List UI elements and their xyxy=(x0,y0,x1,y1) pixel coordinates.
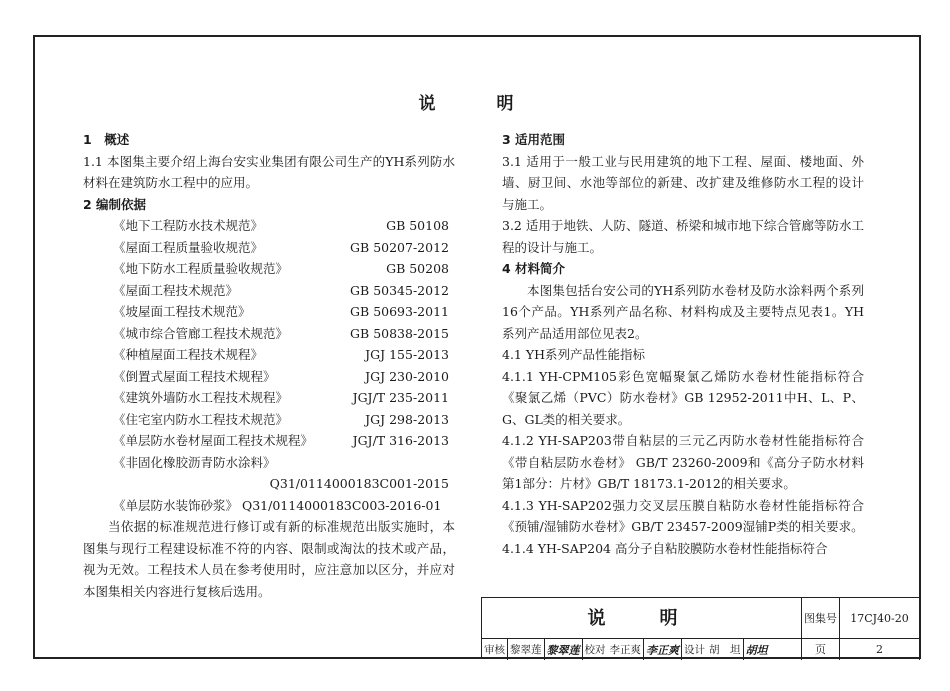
section-4-1-3-text: 4.1.3 YH-SAP202强力交叉层压膜自粘防水卷材性能指标符合《预铺/湿铺防水卷材》GB/T 23457-2009湿铺P类的相关要求。 xyxy=(502,497,864,534)
standard-item: 《屋面工程质量验收规范》 GB 50207-2012 xyxy=(113,239,449,255)
designer-name: 胡 坦 xyxy=(709,644,741,656)
standard-item: 《地下工程防水技术规范》 GB 50108 xyxy=(113,218,449,233)
atlas-number-label: 图集号 xyxy=(802,598,840,639)
signature-row xyxy=(482,639,802,660)
standard-asphalt-code: Q31/0114000183C001-2015 xyxy=(269,476,449,491)
reviewer-signature: 黎翠莲 xyxy=(546,643,580,657)
standard-item: 《屋面工程技术规范》 GB 50345-2012 xyxy=(113,282,449,298)
reviewer-name: 黎翠莲 xyxy=(510,644,542,656)
standard-item: 《建筑外墙防水工程技术规程》 JGJ/T 235-2011 xyxy=(113,390,449,405)
review-label: 审核 xyxy=(484,644,505,656)
atlas-number: 17CJ40-20 xyxy=(840,598,920,639)
standard-item: 《单层防水卷材屋面工程技术规程》 JGJ/T 316-2013 xyxy=(113,433,449,448)
section-3-1-text: 3.1 适用于一般工业与民用建筑的地下工程、屋面、楼地面、外墙、厨卫间、水池等部位的新建、改扩建及维修防水工程的设计与施工。 xyxy=(502,153,864,212)
standard-item: 《城市综合管廊工程技术规范》 GB 50838-2015 xyxy=(113,325,449,341)
section-4-1-2-text: 4.1.2 YH-SAP203带自粘层的三元乙丙防水卷材性能指标符合《带自粘层防水卷材》 GB/T 23260-2009和《高分子防水材料 第1部分：片材》GB/T 18173.1-2012的相关要求。 xyxy=(502,433,864,491)
standard-mortar: 《单层防水装饰砂浆》 Q31/0114000183C003-2016-01 xyxy=(113,497,442,513)
standard-item: 《种植屋面工程技术规程》 JGJ 155-2013 xyxy=(113,347,449,362)
checker-signature: 李正爽 xyxy=(646,643,679,657)
check-label: 校对 xyxy=(584,644,606,656)
page-number: 2 xyxy=(840,639,920,660)
section-4-1-text: 4.1 YH系列产品性能指标 xyxy=(502,347,646,362)
title-block xyxy=(481,597,921,659)
design-label: 设计 xyxy=(684,644,705,656)
standards-list xyxy=(83,215,455,516)
section-1-heading: 1 概述 xyxy=(83,132,130,147)
standard-asphalt-name: 《非固化橡胶沥青防水涂料》 xyxy=(113,454,276,470)
section-2-heading: 2 编制依据 xyxy=(83,196,147,212)
section-1-1-text: 1.1 本图集主要介绍上海台安实业集团有限公司生产的YH系列防水材料在建筑防水工程中的应用。 xyxy=(83,153,455,190)
right-column xyxy=(502,129,864,559)
section-4-1-4-text: 4.1.4 YH-SAP204 高分子自粘胶膜防水卷材性能指标符合 xyxy=(502,540,828,556)
page-title: 说 明 xyxy=(418,94,536,114)
title-block-name: 说 明 xyxy=(482,598,802,639)
page-number-label: 页 xyxy=(802,639,840,660)
closing-paragraph: 当依据的标准规范进行修订或有新的标准规范出版实施时，本图集与现行工程建设标准不符的内容、限制或淘汰的技术或产品，视为无效。工程技术人员在参考使用时，应注意加以区分，并应对本图集相关内容进行复核后选用。 xyxy=(83,519,455,599)
checker-name: 李正爽 xyxy=(609,644,641,656)
section-4-1-1-text: 4.1.1 YH-CPM105彩色宽幅聚氯乙烯防水卷材性能指标符合《聚氯乙烯（PVC）防水卷材》GB 12952-2011中H、L、P、G、GL类的相关要求。 xyxy=(502,368,864,427)
section-4-heading: 4 材料简介 xyxy=(502,261,566,276)
standard-item: 《坡屋面工程技术规范》 GB 50693-2011 xyxy=(113,304,449,319)
standard-item: 《住宅室内防水工程技术规范》 JGJ 298-2013 xyxy=(113,411,449,427)
drawing-sheet xyxy=(33,35,921,659)
standard-item: 《倒置式屋面工程技术规程》 JGJ 230-2010 xyxy=(113,368,449,384)
section-3-heading: 3 适用范围 xyxy=(502,132,566,147)
section-3-2-text: 3.2 适用于地铁、人防、隧道、桥梁和城市地下综合管廊等防水工程的设计与施工。 xyxy=(502,218,864,255)
left-column xyxy=(83,129,455,602)
section-4-intro: 本图集包括台安公司的YH系列防水卷材及防水涂料两个系列16个产品。YH系列产品名称、材料构成及主要特点见表1。YH系列产品适用部位见表2。 xyxy=(502,282,864,341)
designer-signature: 胡坦 xyxy=(745,643,768,657)
standard-item: 《地下防水工程质量验收规范》 GB 50208 xyxy=(113,261,449,276)
